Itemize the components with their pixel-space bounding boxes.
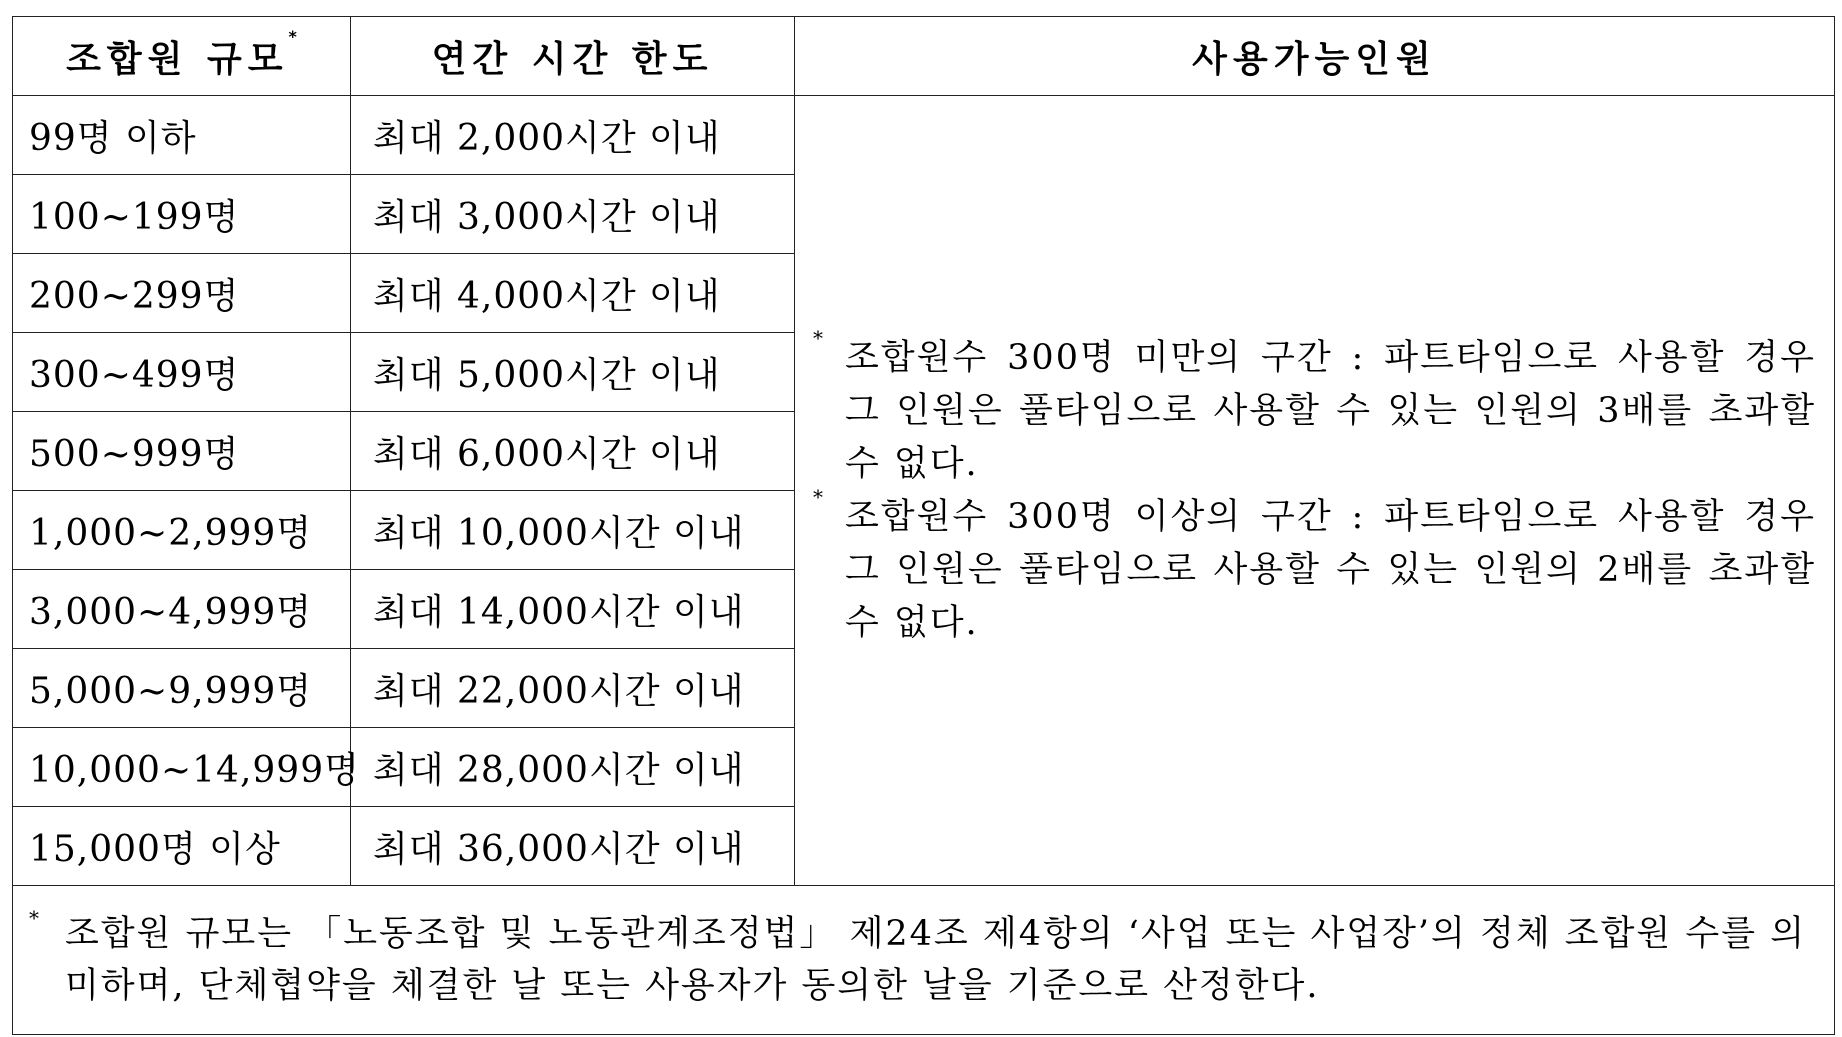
- union-size-cell: 200~299명: [13, 254, 351, 333]
- header-footnote-mark: *: [288, 26, 297, 46]
- note-text: 조합원수 300명 미만의 구간 : 파트타임으로 사용할 경우 그 인원은 풀타임으로 사용할 수 있는 인원의 3배를 초과할 수 없다.: [845, 337, 1816, 484]
- table-header-row: [13, 17, 1835, 96]
- footnote-mark: *: [29, 906, 41, 930]
- available-personnel-notes: [795, 96, 1835, 886]
- annual-limit-cell: 최대 6,000시간 이내: [351, 412, 795, 491]
- note-mark: *: [813, 325, 825, 350]
- header-annual-limit: 연간 시간 한도: [351, 17, 795, 96]
- footnote-cell: [13, 886, 1835, 1035]
- union-size-cell: 1,000~2,999명: [13, 491, 351, 570]
- annual-limit-cell: 최대 36,000시간 이내: [351, 807, 795, 886]
- annual-limit-cell: 최대 2,000시간 이내: [351, 96, 795, 175]
- header-union-size: [13, 17, 351, 96]
- footnote-row: [13, 886, 1835, 1035]
- union-size-cell: 3,000~4,999명: [13, 570, 351, 649]
- time-off-limit-table: [12, 16, 1835, 1035]
- union-size-cell: 10,000~14,999명: [13, 728, 351, 807]
- annual-limit-cell: 최대 10,000시간 이내: [351, 491, 795, 570]
- union-size-cell: 99명 이하: [13, 96, 351, 175]
- union-size-cell: 15,000명 이상: [13, 807, 351, 886]
- footnote-text: 조합원 규모는 「노동조합 및 노동관계조정법」 제24조 제4항의 ‘사업 또는 사업장’의 정체 조합원 수를 의미하며, 단체협약을 체결한 날 또는 사용자가 동의한 날을 기준으로 산정한다.: [65, 914, 1806, 1006]
- union-size-cell: 500~999명: [13, 412, 351, 491]
- union-size-cell: 300~499명: [13, 333, 351, 412]
- annual-limit-cell: 최대 28,000시간 이내: [351, 728, 795, 807]
- header-union-size-label: 조합원 규모: [66, 38, 289, 80]
- note-text: 조합원수 300명 이상의 구간 : 파트타임으로 사용할 경우 그 인원은 풀타임으로 사용할 수 있는 인원의 2배를 초과할 수 없다.: [845, 496, 1816, 643]
- union-size-cell: 100~199명: [13, 175, 351, 254]
- annual-limit-cell: 최대 3,000시간 이내: [351, 175, 795, 254]
- table-row: [13, 96, 1835, 175]
- document-page: [12, 16, 1834, 1026]
- union-size-cell: 5,000~9,999명: [13, 649, 351, 728]
- annual-limit-cell: 최대 4,000시간 이내: [351, 254, 795, 333]
- header-available-personnel: 사용가능인원: [795, 17, 1835, 96]
- annual-limit-cell: 최대 14,000시간 이내: [351, 570, 795, 649]
- note-300-and-over: [813, 484, 1816, 650]
- note-mark: *: [813, 484, 825, 509]
- annual-limit-cell: 최대 22,000시간 이내: [351, 649, 795, 728]
- footnote: [29, 908, 1806, 1012]
- annual-limit-cell: 최대 5,000시간 이내: [351, 333, 795, 412]
- note-under-300: [813, 325, 1816, 491]
